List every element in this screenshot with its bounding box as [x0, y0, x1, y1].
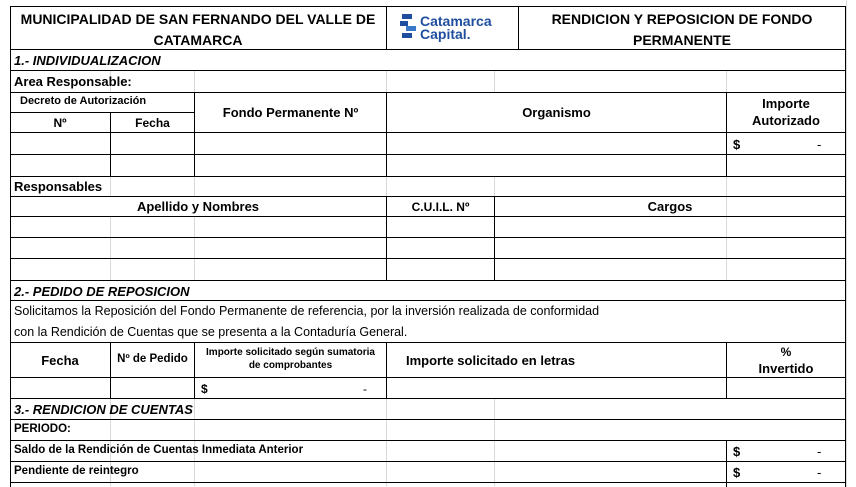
row-line — [10, 196, 846, 197]
row-line — [10, 300, 846, 301]
apellido-nombres-label: Apellido y Nombres — [136, 199, 260, 214]
gridline — [846, 0, 847, 487]
section1-title: 1.- INDIVIDUALIZACION — [14, 53, 161, 68]
gridline — [494, 398, 495, 486]
gridline — [194, 176, 195, 196]
area-responsable-label: Area Responsable: — [14, 74, 132, 89]
catamarca-capital-logo — [400, 12, 510, 42]
numero-pedido-label: Nº de Pedido — [117, 353, 188, 365]
logo-mark-icon — [400, 14, 418, 40]
row-line — [10, 342, 846, 343]
importe-sumatoria-line1: Importe solicitado según sumatoria — [206, 347, 375, 358]
municipality-title-line1: MUNICIPALIDAD DE SAN FERNANDO DEL VALLE DE — [20, 11, 376, 27]
row-line — [10, 237, 846, 238]
importe-autorizado-line1: Importe — [762, 96, 810, 111]
responsables-label: Responsables — [14, 179, 103, 194]
col-line — [726, 440, 727, 487]
section2-title: 2.- PEDIDO DE REPOSICION — [14, 284, 190, 299]
gridline — [726, 176, 727, 196]
row-line — [10, 132, 846, 133]
row-line — [10, 112, 195, 113]
municipality-title-line2: CATAMARCA — [153, 32, 243, 48]
gridline — [494, 176, 495, 196]
row-line — [10, 216, 846, 217]
gridline — [386, 70, 387, 92]
row-line — [10, 482, 846, 483]
decreto-label: Decreto de Autorización — [20, 95, 147, 107]
gridline — [194, 216, 195, 280]
gridline — [386, 398, 387, 486]
col-line — [386, 342, 387, 398]
border-right — [845, 6, 846, 487]
section3-title: 3.- RENDICION DE CUENTAS — [14, 402, 193, 417]
border-left — [10, 6, 11, 487]
logo-text-line2: Capital. — [420, 26, 471, 42]
cuil-label: C.U.I.L. Nº — [411, 200, 470, 214]
document-title-line1: RENDICION Y REPOSICION DE FONDO — [551, 11, 813, 27]
porcentaje-invertido-label: Invertido — [758, 361, 814, 376]
col-line — [194, 92, 195, 176]
gridline — [194, 70, 195, 92]
pedido-text-line1: Solicitamos la Reposición del Fondo Permanente de referencia, por la inversión realizada de conformidad — [14, 304, 600, 318]
col-line — [110, 342, 111, 398]
gridline — [110, 176, 111, 196]
pedido-fecha-label: Fecha — [41, 353, 79, 368]
gridline — [726, 70, 727, 92]
organismo-label: Organismo — [522, 105, 591, 120]
row-line — [10, 176, 846, 177]
importe-currency: $ — [733, 137, 741, 152]
document-title-line2: PERMANENTE — [632, 32, 731, 48]
decreto-fecha-label: Fecha — [135, 116, 170, 130]
row-line — [10, 92, 846, 93]
row-line — [10, 280, 846, 281]
cargos-label: Cargos — [647, 199, 693, 214]
row-line — [10, 154, 846, 155]
importe-sumatoria-line2: de comprobantes — [248, 360, 333, 371]
gridline — [386, 176, 387, 196]
col-line — [386, 92, 387, 176]
decreto-numero-label: Nº — [53, 116, 67, 130]
row-line — [10, 440, 846, 441]
pendiente-reintegro-label: Pendiente de reintegro — [14, 465, 139, 477]
row-line — [10, 419, 846, 420]
saldo-anterior-label: Saldo de la Rendición de Cuentas Inmediata Anterior — [14, 444, 304, 456]
importe-value[interactable]: - — [817, 137, 822, 152]
logo-text-line1: Catamarca — [420, 13, 492, 29]
importe-letras-label: Importe solicitado en letras — [406, 353, 576, 368]
pendiente-value[interactable]: - — [817, 465, 822, 480]
row-line — [10, 70, 846, 71]
row-line — [10, 377, 846, 378]
row-line — [10, 258, 846, 259]
pendiente-currency: $ — [733, 465, 741, 480]
border-top — [10, 6, 846, 7]
row-line — [10, 398, 846, 399]
fondo-permanente-label: Fondo Permanente Nº — [222, 105, 359, 120]
periodo-label: PERIODO: — [14, 423, 71, 435]
importe-sumatoria-currency: $ — [201, 382, 208, 396]
porcentaje-symbol: % — [780, 345, 792, 359]
saldo-value[interactable]: - — [817, 444, 822, 459]
importe-sumatoria-value[interactable]: - — [363, 382, 367, 396]
header-bottom-line — [10, 49, 846, 50]
header-divider — [386, 6, 387, 49]
gridline — [110, 216, 111, 280]
pedido-text-line2: con la Rendición de Cuentas que se presenta a la Contaduría General. — [14, 325, 408, 339]
saldo-currency: $ — [733, 444, 741, 459]
importe-autorizado-line2: Autorizado — [752, 113, 820, 128]
row-line — [10, 461, 846, 462]
gridline — [494, 70, 495, 92]
gridline — [194, 398, 195, 486]
